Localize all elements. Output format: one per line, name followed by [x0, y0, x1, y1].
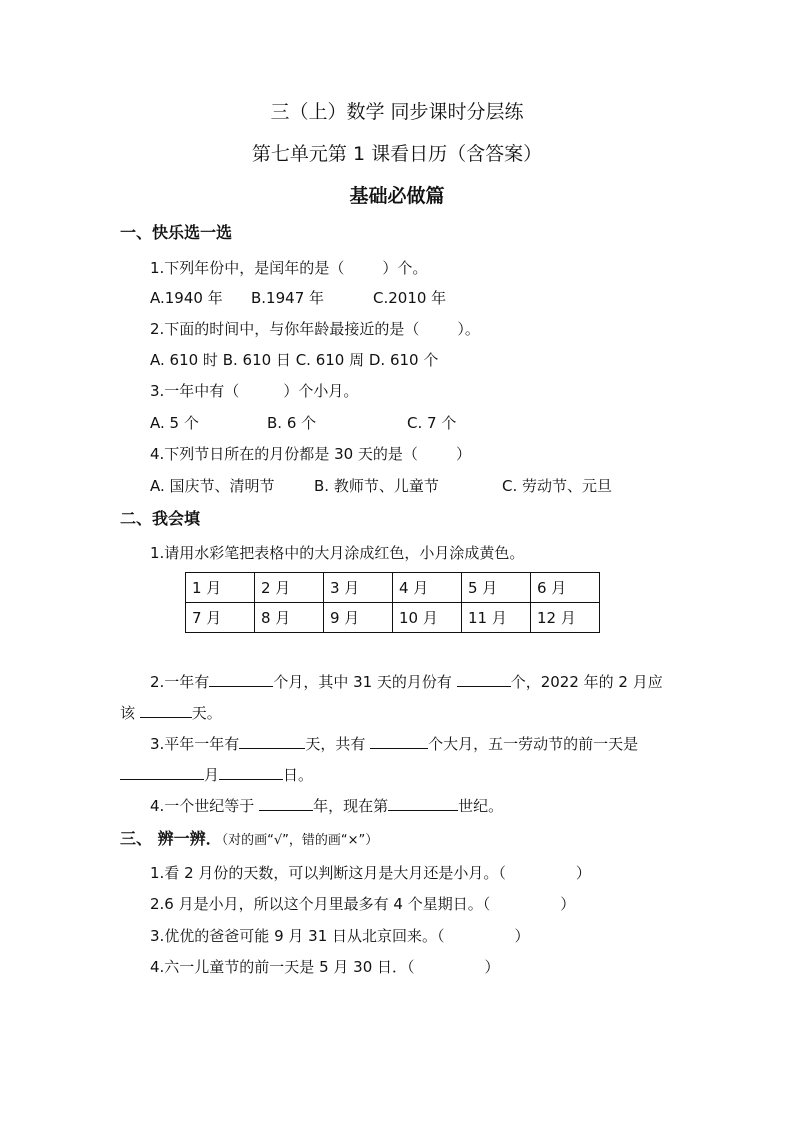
s2-q2-b: 个月，其中 31 天的月份有 [273, 673, 452, 691]
answer-blank[interactable] [120, 765, 204, 780]
month-cell: 7 月 [186, 603, 255, 633]
s1-q3-stem [150, 381, 358, 401]
month-cell: 10 月 [393, 603, 462, 633]
s3-q2-close: ） [560, 895, 576, 913]
s1-q2-stem-b: ）。 [457, 320, 480, 338]
s1-q2-stem [150, 319, 480, 339]
s2-q3-b: 天，共有 [305, 735, 366, 753]
s1-q1-stem-b: ）个。 [382, 259, 428, 277]
s2-q3-d: 月 [204, 766, 220, 784]
answer-blank[interactable] [370, 734, 428, 749]
s1-q4-options [150, 476, 612, 496]
s3-q1-stem: 1.看 2 月份的天数，可以判断这月是大月还是小月。（ [150, 864, 506, 882]
s2-q4-line [150, 796, 503, 816]
s3-q2-line [150, 894, 575, 914]
s3-q3-line [150, 926, 530, 946]
s1-q1-option-c: C.2010 年 [373, 289, 447, 307]
section-3-note: （对的画“√”，错的画“×”） [221, 833, 379, 848]
section-2-title: 二、我会填 [120, 509, 201, 528]
month-cell: 6 月 [531, 573, 600, 603]
doc-title-line1: 三（上）数学 同步课时分层练 [270, 101, 524, 123]
months-table [185, 572, 600, 633]
answer-blank[interactable] [140, 703, 192, 718]
s1-q4-option-b: B. 教师节、儿童节 [314, 477, 439, 495]
s1-q1-options [150, 288, 446, 308]
month-cell: 5 月 [462, 573, 531, 603]
section-3-heading: 三、 辨一辨． [120, 829, 222, 848]
s2-q2-line1 [150, 672, 663, 692]
answer-blank[interactable] [239, 734, 305, 749]
s1-q3-option-a: A. 5 个 [150, 414, 199, 432]
month-cell: 8 月 [255, 603, 324, 633]
s1-q3-stem-a: 3.一年中有（ [150, 382, 240, 400]
s1-q4-stem-a: 4.下列节日所在的月份都是 30 天的是（ [150, 445, 418, 463]
s3-q3-close: ） [514, 927, 530, 945]
month-cell: 1 月 [186, 573, 255, 603]
s2-q2-c: 个，2022 年的 2 月应 [510, 673, 663, 691]
s2-q4-c: 世纪。 [458, 797, 504, 815]
s2-q3-line2 [120, 765, 313, 785]
answer-blank[interactable] [219, 765, 283, 780]
s2-q4-b: 年，现在第 [313, 797, 389, 815]
section-1-title: 一、快乐选一选 [120, 223, 233, 242]
s1-q1-option-a: A.1940 年 [150, 289, 223, 307]
s1-q4-stem-b: ） [455, 445, 471, 463]
s2-q1-text: 1.请用水彩笔把表格中的大月涂成红色，小月涂成黄色。 [150, 544, 525, 562]
s1-q3-options [150, 413, 456, 433]
month-cell: 2 月 [255, 573, 324, 603]
month-cell: 9 月 [324, 603, 393, 633]
s1-q4-option-c: C. 劳动节、元旦 [502, 477, 613, 495]
month-cell: 12 月 [531, 603, 600, 633]
s3-q4-close: ） [484, 958, 500, 976]
s3-q3-stem: 3.优优的爸爸可能 9 月 31 日从北京回来。（ [150, 927, 445, 945]
doc-title-line2: 第七单元第 1 课看日历（含答案） [251, 143, 543, 165]
s1-q4-stem [150, 444, 471, 464]
s3-q4-line [150, 957, 500, 977]
s2-q2-e: 天。 [191, 704, 222, 722]
s1-q2-stem-a: 2.下面的时间中，与你年龄最接近的是（ [150, 320, 420, 338]
s1-q1-stem-a: 1.下列年份中，是闰年的是（ [150, 259, 345, 277]
s1-q1-stem [150, 258, 427, 278]
months-table-row [186, 603, 600, 633]
s2-q2-d: 该 [120, 704, 136, 722]
s2-q3-c: 个大月，五一劳动节的前一天是 [428, 735, 639, 753]
s2-q3-e: 日。 [283, 766, 314, 784]
doc-title-line3: 基础必做篇 [349, 185, 445, 207]
month-cell: 4 月 [393, 573, 462, 603]
s2-q4-a: 4.一个世纪等于 [150, 797, 255, 815]
answer-blank[interactable] [259, 796, 313, 811]
answer-blank[interactable] [388, 796, 458, 811]
s3-q2-stem: 2.6 月是小月，所以这个月里最多有 4 个星期日。（ [150, 895, 491, 913]
s2-q3-a: 3.平年一年有 [150, 735, 240, 753]
s3-q1-close: ） [575, 864, 591, 882]
s1-q3-stem-b: ）个小月。 [283, 382, 359, 400]
s1-q3-option-c: C. 7 个 [407, 414, 457, 432]
month-cell: 3 月 [324, 573, 393, 603]
section-3-title [120, 828, 378, 852]
months-table-row [186, 573, 600, 603]
s1-q3-option-b: B. 6 个 [267, 414, 317, 432]
s3-q4-stem: 4.六一儿童节的前一天是 5 月 30 日．（ [150, 958, 415, 976]
answer-blank[interactable] [457, 672, 511, 687]
s1-q2-options: A. 610 时 B. 610 日 C. 610 周 D. 610 个 [150, 351, 439, 369]
s3-q1-line [150, 863, 591, 883]
answer-blank[interactable] [209, 672, 273, 687]
s2-q2-line2 [120, 703, 222, 723]
month-cell: 11 月 [462, 603, 531, 633]
s2-q2-a: 2.一年有 [150, 673, 210, 691]
s1-q1-option-b: B.1947 年 [251, 289, 325, 307]
s2-q3-line1 [150, 734, 638, 754]
s1-q4-option-a: A. 国庆节、清明节 [150, 477, 275, 495]
